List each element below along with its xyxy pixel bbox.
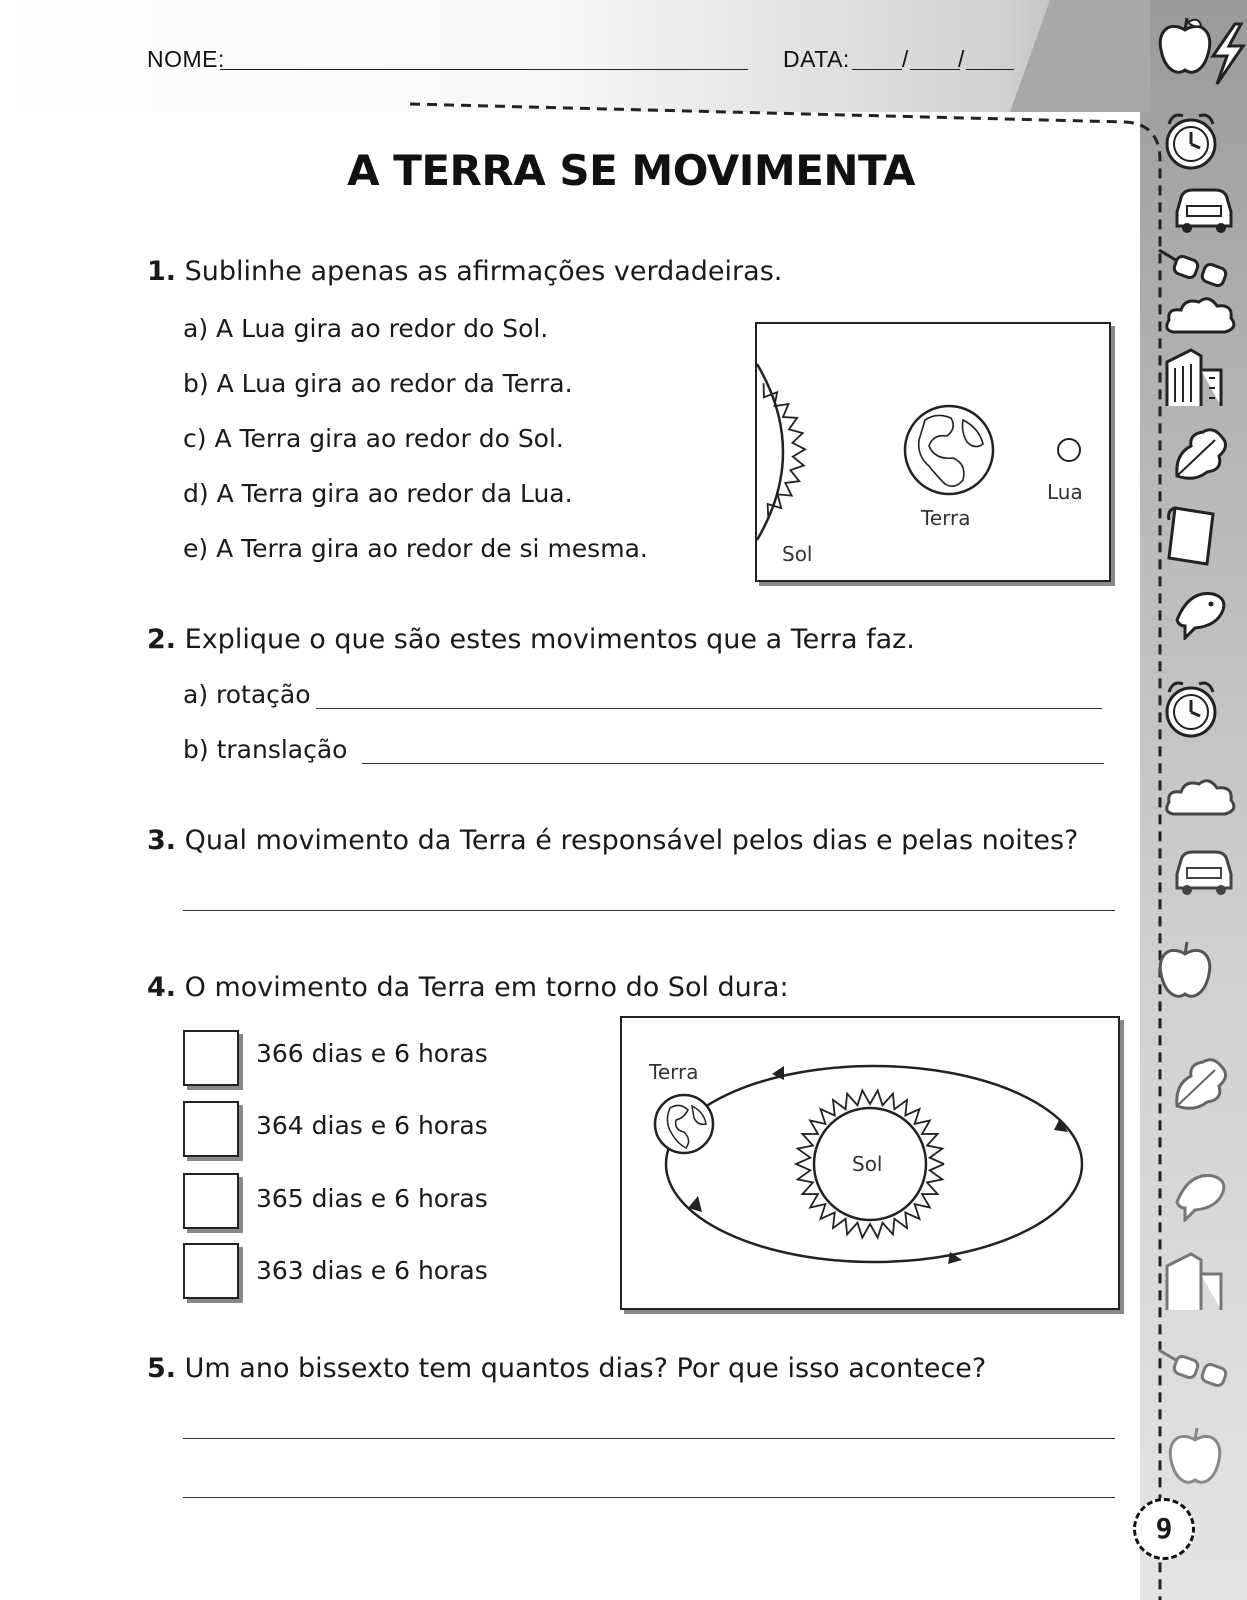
question-4: [147, 972, 789, 1003]
leaf-icon: [1169, 424, 1233, 484]
question-number: 3.: [147, 825, 177, 856]
moon-label: Lua: [1047, 480, 1083, 504]
answer-line-rotacao[interactable]: [316, 708, 1102, 709]
sun-label: Sol: [782, 542, 813, 566]
date-separator: /: [902, 46, 909, 72]
date-day-line[interactable]: [852, 69, 902, 70]
date-year-line[interactable]: [966, 69, 1014, 70]
question-number: 4.: [147, 972, 177, 1003]
checkbox-363[interactable]: [183, 1243, 239, 1299]
fish-icon: [1169, 1162, 1233, 1222]
book-icon: [1161, 500, 1221, 570]
question-text: O movimento da Terra em torno do Sol dura:: [184, 972, 789, 1003]
name-label: NOME:: [147, 46, 225, 72]
earth-label: Terra: [649, 1060, 699, 1084]
date-month-line[interactable]: [910, 69, 960, 70]
sun-shape: [757, 364, 783, 540]
question-number: 1.: [147, 256, 177, 287]
statement-a[interactable]: a) A Lua gira ao redor do Sol.: [183, 314, 549, 343]
checkbox-365[interactable]: [183, 1173, 239, 1229]
apple-icon: [1165, 1424, 1225, 1490]
building-icon: [1161, 346, 1227, 408]
side-icons: [1155, 0, 1247, 1600]
checkbox-366[interactable]: [183, 1030, 239, 1086]
name-input-line[interactable]: [220, 69, 748, 70]
choice-364: 364 dias e 6 horas: [256, 1111, 488, 1140]
earth-orbit-figure: [620, 1016, 1120, 1310]
question-number: 2.: [147, 624, 177, 655]
fish-icon: [1169, 580, 1233, 640]
cloud-icon: [1163, 294, 1239, 340]
sun-rays: [764, 383, 805, 518]
question-text: Qual movimento da Terra é responsável pelos dias e pelas noites?: [184, 825, 1079, 856]
answer-line-translacao[interactable]: [362, 763, 1104, 764]
leaf-icon: [1169, 1054, 1233, 1114]
choice-366: 366 dias e 6 horas: [256, 1039, 488, 1068]
date-separator: /: [958, 46, 965, 72]
item-rotacao: a) rotação: [183, 680, 311, 709]
statement-d[interactable]: d) A Terra gira ao redor da Lua.: [183, 479, 573, 508]
alarm-clock-icon: [1159, 674, 1223, 744]
question-5: [147, 1353, 986, 1384]
question-number: 5.: [147, 1353, 177, 1384]
answer-line-q5[interactable]: [183, 1497, 1115, 1498]
sun-label: Sol: [852, 1152, 883, 1176]
moon-shape: [1058, 439, 1080, 461]
question-2: [147, 624, 915, 655]
earth-shape: [905, 406, 993, 494]
answer-line-q3[interactable]: [183, 910, 1115, 911]
choice-363: 363 dias e 6 horas: [256, 1256, 488, 1285]
answer-line-q5[interactable]: [183, 1438, 1115, 1439]
item-translacao: b) translação: [183, 735, 348, 764]
sun-earth-moon-figure: [755, 322, 1111, 582]
question-text: Sublinhe apenas as afirmações verdadeiras.: [184, 256, 783, 287]
apple-icon: [1155, 938, 1215, 1004]
car-icon: [1171, 844, 1235, 896]
apple-icon: [1155, 14, 1215, 80]
question-text: Explique o que são estes movimentos que a Terra faz.: [184, 624, 915, 655]
checkbox-364[interactable]: [183, 1101, 239, 1157]
earth-label: Terra: [921, 506, 971, 530]
choice-365: 365 dias e 6 horas: [256, 1184, 488, 1213]
page-title: A TERRA SE MOVIMENTA: [347, 146, 915, 195]
statement-c[interactable]: c) A Terra gira ao redor do Sol.: [183, 424, 564, 453]
statement-e[interactable]: e) A Terra gira ao redor de si mesma.: [183, 534, 648, 563]
building-icon: [1161, 1250, 1227, 1312]
question-text: Um ano bissexto tem quantos dias? Por que isso acontece?: [184, 1353, 987, 1384]
date-label: DATA:: [783, 46, 850, 72]
page-number: 9: [1133, 1498, 1195, 1560]
glasses-icon: [1155, 240, 1235, 290]
glasses-icon: [1155, 1340, 1235, 1390]
lightning-icon: [1207, 22, 1247, 86]
question-3: [147, 825, 1078, 856]
cloud-icon: [1163, 776, 1239, 822]
statement-b[interactable]: b) A Lua gira ao redor da Terra.: [183, 369, 573, 398]
question-1: [147, 256, 782, 287]
